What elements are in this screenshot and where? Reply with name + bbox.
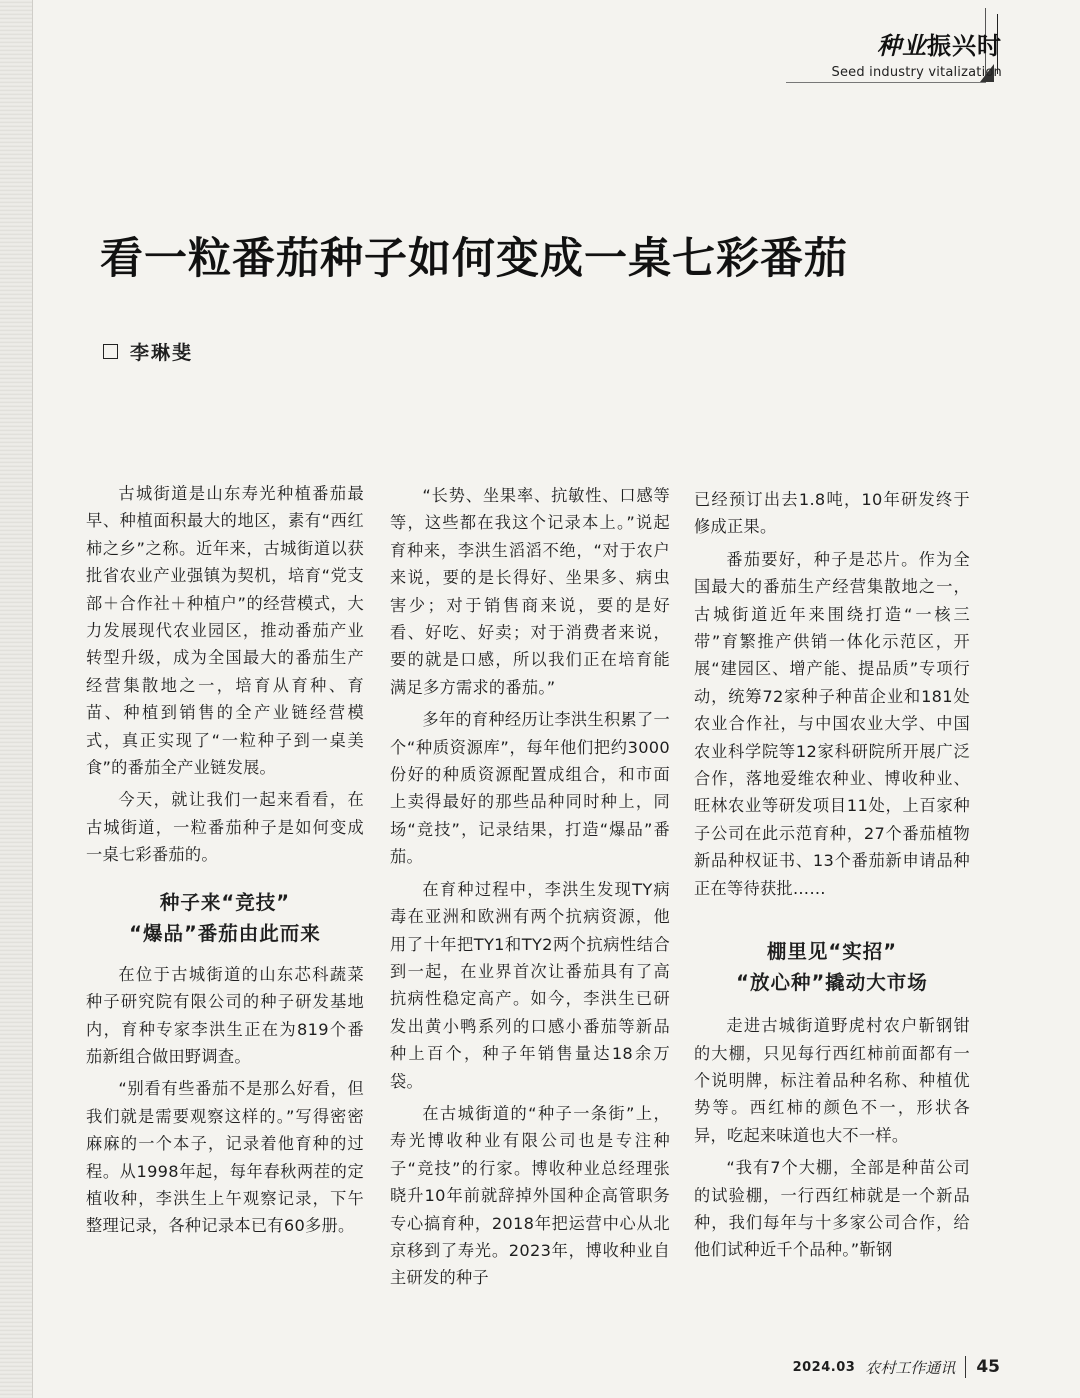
paragraph: 走进古城街道野虎村农户靳钢钳的大棚，只见每行西红柿前面都有一个说明牌，标注着品种名称、种植优势等。西红柿的颜色不一，形状各异，吃起来味道也大不一样。	[694, 1016, 970, 1145]
section-tag-cn-bold: 种业	[877, 31, 927, 60]
magazine-name: 农村工作通讯	[865, 1358, 956, 1377]
byline-box-icon	[103, 344, 118, 359]
paragraph: 在古城街道的“种子一条街”上，寿光博收种业有限公司也是专注种子“竞技”的行家。博收种业总经理张晓升10年前就辞掉外国种企高管职务专心搞育种，2018年把运营中心从北京移到了寿光。2023年，博收种业自主研发的种子	[390, 1103, 670, 1288]
paragraph: 在育种过程中，李洪生发现TY病毒在亚洲和欧洲有两个抗病资源，他用了十年把TY1和TY2两个抗病性结合到一起，在业界首次让番茄具有了高抗病性稳定高产。如今，李洪生已研发出黄小鸭系列的口感小番茄等新品种上百个，种子年销售量达18余万袋。	[390, 879, 670, 1091]
author-name: 李琳斐	[130, 342, 194, 364]
subheading-2	[694, 936, 970, 998]
page-number: 45	[976, 1357, 1000, 1377]
paragraph: “长势、坐果率、抗敏性、口感等等，这些都在我这个记录本上。”说起育种来，李洪生滔滔不绝，“对于农户来说，要的是长得好、坐果多、病虫害少；对于销售商来说，要的是好看、好吃、好卖；对于消费者来说，要的就是口感，所以我们正在培育能满足多方需求的番茄。”	[390, 486, 670, 697]
page-footer	[793, 1356, 1000, 1378]
paragraph: 番茄要好，种子是芯片。作为全国最大的番茄生产经营集散地之一，古城街道近年来围绕打造“一核三带”育繁推产供销一体化示范区，开展“建园区、增产能、提品质”专项行动，统筹72家种子种苗企业和181处农业合作社，与中国农业大学、中国农业科学院等12家科研院所开展广泛合作，落地爱维农种业、博收种业、旺林农业等研发项目11处，上百家种子公司在此示范育种，27个番茄植物新品种权证书、13个番茄新申请品种正在等待获批……	[694, 549, 970, 898]
section-tag-en: Seed industry vitalization	[831, 65, 1002, 80]
paragraph: 多年的育种经历让李洪生积累了一个“种质资源库”，每年他们把约3000份好的种质资源配置成组合，和市面上卖得最好的那些品种同时种上，同场“竞技”，记录结果，打造“爆品”番茄。	[390, 710, 670, 867]
article-headline: 看一粒番茄种子如何变成一桌七彩番茄	[100, 234, 848, 284]
paragraph: “我有7个大棚，全部是种苗公司的试验棚，一行西红柿就是一个新品种，我们每年与十多家公司合作，给他们试种近千个品种。”靳钢	[694, 1158, 970, 1260]
paragraph: “别看有些番茄不是那么好看，但我们就是需要观察这样的。”写得密密麻麻的一个本子，记录着他育种的过程。从1998年起，每年春秋两茬的定植收种，李洪生上午观察记录，下午整理记录，各种记录本已有60多册。	[86, 1079, 364, 1236]
subheading-line: 种子来“竞技”	[159, 890, 291, 914]
article-column-3	[694, 486, 970, 1269]
subheading-line: “爆品”番茄由此而来	[129, 921, 321, 945]
paragraph: 古城街道是山东寿光种植番茄最早、种植面积最大的地区，素有“西红柿之乡”之称。近年来，古城街道以获批省农业产业强镇为契机，培育“党支部＋合作社＋种植户”的经营模式，大力发展现代农业园区，推动番茄产业转型升级，成为全国最大的番茄生产经营集散地之一，培育从育种、育苗、种植到销售的全产业链经营模式，真正实现了“一粒种子到一桌美食”的番茄全产业链发展。	[86, 484, 364, 778]
paragraph: 在位于古城街道的山东芯科蔬菜种子研究院有限公司的种子研发基地内，育种专家李洪生正在为819个番茄新组合做田野调查。	[86, 964, 364, 1066]
byline	[103, 338, 193, 365]
footer-divider	[965, 1356, 966, 1378]
paragraph: 已经预订出去1.8吨，10年研发终于修成正果。	[694, 490, 970, 537]
section-tag	[832, 26, 1003, 80]
section-tag-cn-rest: 振兴时	[927, 31, 1002, 60]
article-column-1	[86, 480, 364, 1245]
section-tag-cn	[832, 26, 1003, 61]
section-tag-rule-bottom	[786, 82, 986, 83]
scan-edge	[0, 0, 33, 1398]
subheading-line: “放心种”撬动大市场	[736, 971, 928, 995]
issue-date: 2024.03	[792, 1359, 856, 1375]
article-column-2	[390, 482, 670, 1297]
subheading-1	[86, 887, 364, 949]
subheading-line: 棚里见“实招”	[766, 940, 898, 964]
paragraph: 今天，就让我们一起来看看，在古城街道，一粒番茄种子是如何变成一桌七彩番茄的。	[86, 790, 364, 865]
